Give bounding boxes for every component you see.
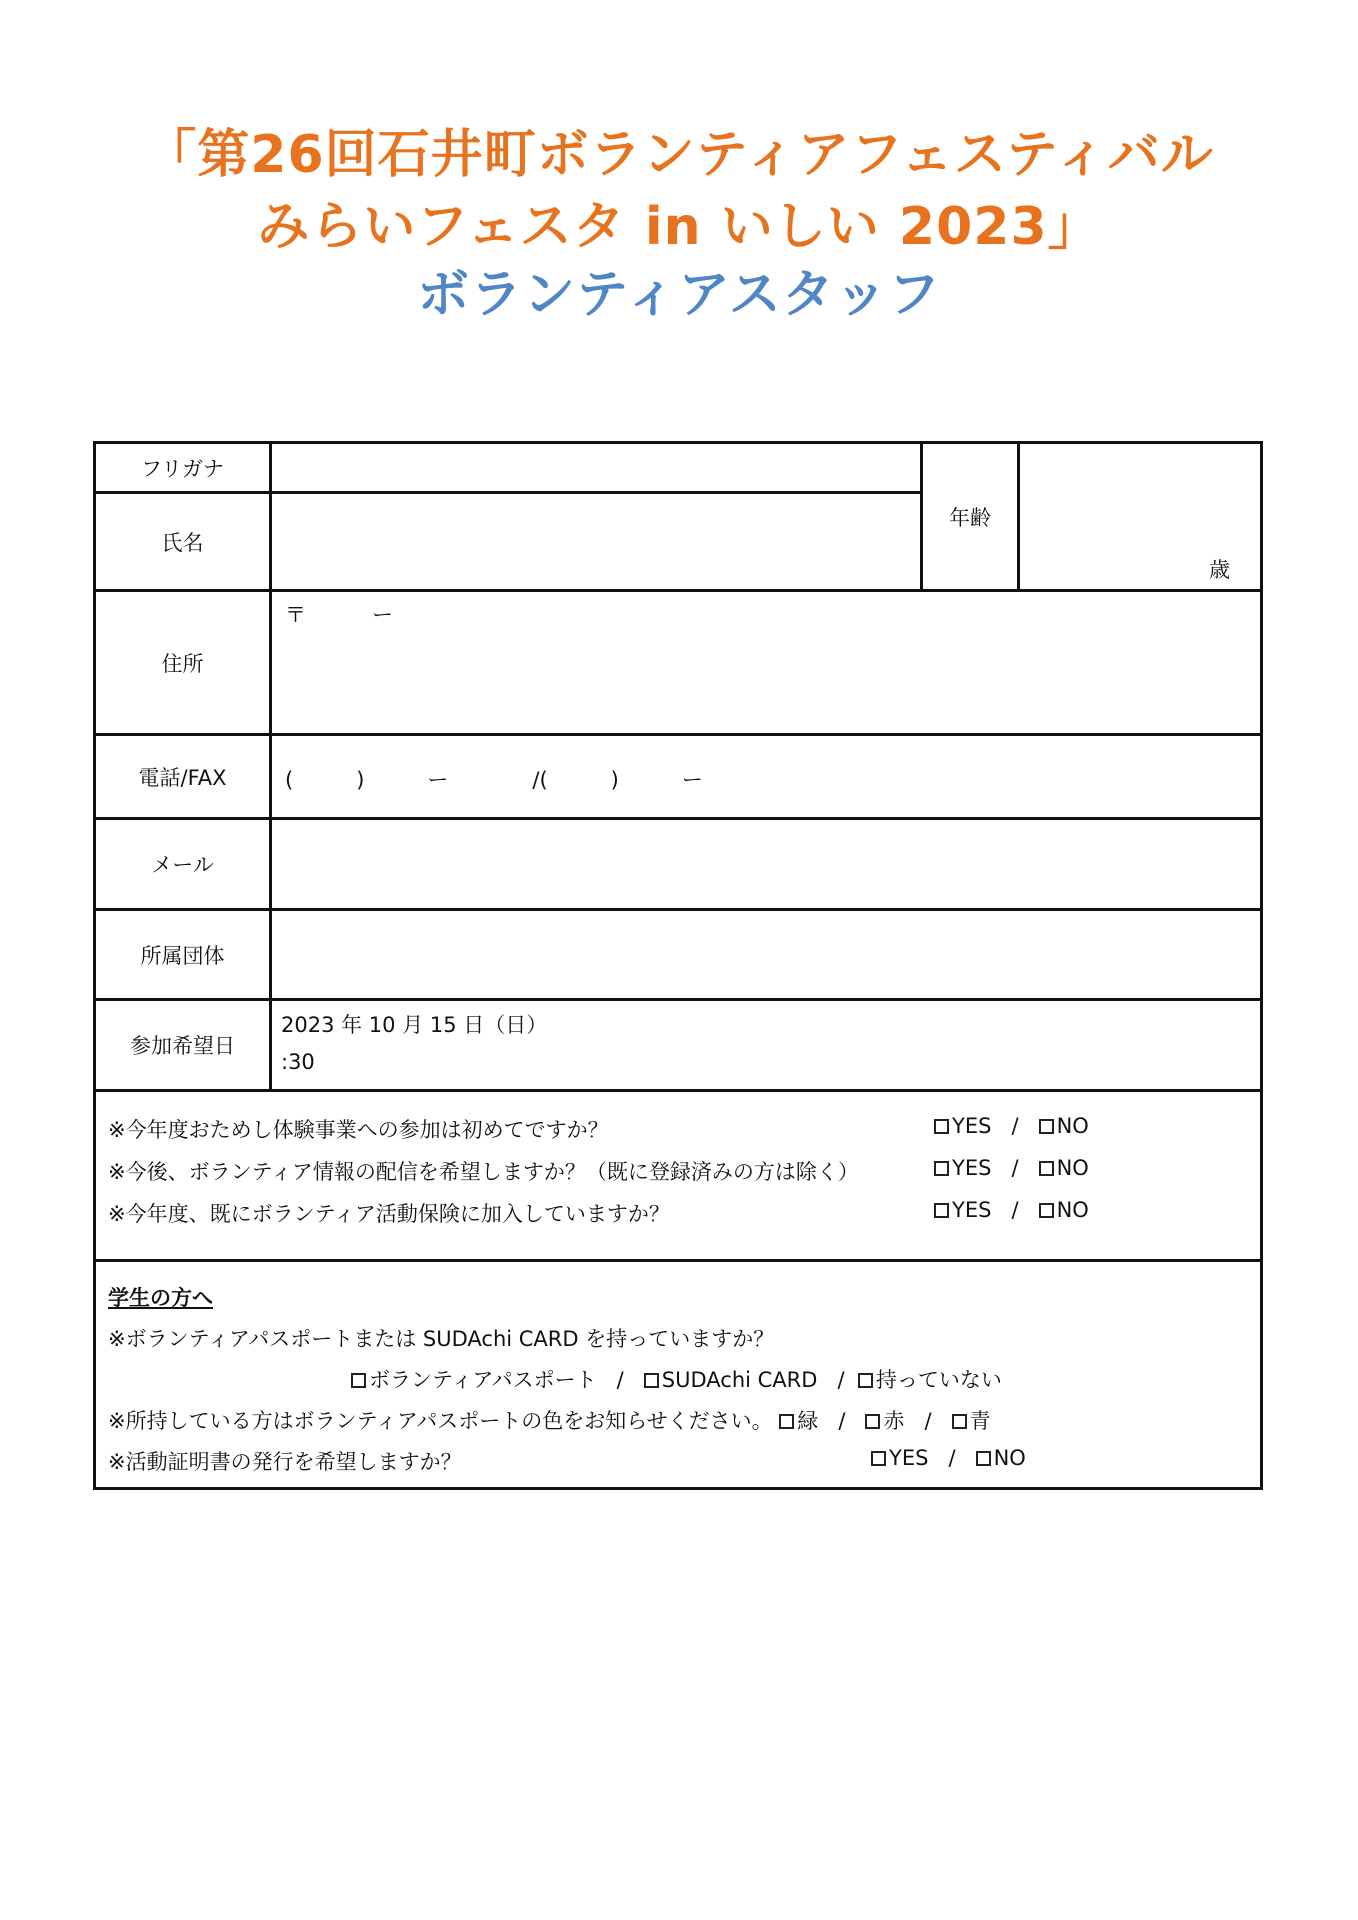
date-field[interactable]	[272, 1001, 1260, 1089]
checkbox-no[interactable]	[1039, 1119, 1054, 1134]
questions-section	[96, 1092, 1260, 1259]
checkbox-blue[interactable]	[952, 1414, 967, 1429]
checkbox-no[interactable]	[1039, 1161, 1054, 1176]
question-1-answers: YES / NO	[934, 1114, 1089, 1138]
students-heading: 学生の方へ	[108, 1286, 213, 1310]
checkbox-yes[interactable]	[871, 1451, 886, 1466]
students-question-1: ※ボランティアパスポートまたは SUDAchi CARD を持っていますか？	[108, 1327, 775, 1351]
students-question-2: ※所持している方はボランティアパスポートの色をお知らせください。 緑 / 赤 / 青	[108, 1409, 991, 1433]
checkbox-no[interactable]	[976, 1451, 991, 1466]
name-label: 氏名	[161, 530, 204, 555]
question-3-answers: YES / NO	[934, 1198, 1089, 1222]
name-field[interactable]	[272, 494, 920, 589]
checkbox-passport[interactable]	[351, 1373, 366, 1388]
address-label: 住所	[161, 651, 204, 676]
phone-field[interactable]	[272, 736, 1260, 817]
time-value: :30	[281, 1050, 315, 1074]
subtitle: ボランティアスタッフ	[417, 265, 941, 325]
date-label: 参加希望日	[130, 1034, 235, 1058]
postal-mark: 〒	[285, 603, 306, 627]
students-question-1-options: ボランティアパスポート / SUDAchi CARD / 持っていない	[351, 1364, 1002, 1394]
question-2-answers: YES / NO	[934, 1156, 1089, 1180]
checkbox-yes[interactable]	[934, 1119, 949, 1134]
students-question-3-answers: YES / NO	[871, 1446, 1026, 1470]
postal-dash: ー	[372, 603, 393, 627]
question-2: ※今後、ボランティア情報の配信を希望しますか？（既に登録済みの方は除く）	[108, 1160, 859, 1184]
title-line-1: 「第26回石井町ボランティアフェスティバル	[144, 125, 1214, 185]
question-1: ※今年度おためし体験事業への参加は初めてですか？	[108, 1118, 609, 1142]
registration-form	[93, 441, 1263, 1490]
date-value: 2023 年 10 月 15 日（日）	[281, 1013, 548, 1037]
group-field[interactable]	[272, 911, 1260, 998]
phone-template: ( ) ー /( ) ー	[285, 768, 703, 792]
checkbox-sudachi[interactable]	[644, 1373, 659, 1388]
group-label: 所属団体	[140, 943, 225, 968]
age-field[interactable]	[1020, 444, 1260, 589]
checkbox-green[interactable]	[779, 1414, 794, 1429]
age-label: 年齢	[949, 505, 991, 530]
students-question-3: ※活動証明書の発行を希望しますか？	[108, 1450, 462, 1474]
title-line-2: みらいフェスタ in いしい 2023」	[257, 197, 1101, 257]
furigana-field[interactable]	[272, 444, 920, 491]
age-unit: 歳	[1209, 558, 1230, 582]
checkbox-red[interactable]	[865, 1414, 880, 1429]
email-label: メール	[151, 853, 214, 877]
students-section	[96, 1262, 1260, 1487]
question-3: ※今年度、既にボランティア活動保険に加入していますか？	[108, 1202, 670, 1226]
email-field[interactable]	[272, 820, 1260, 908]
checkbox-none[interactable]	[858, 1373, 873, 1388]
checkbox-no[interactable]	[1039, 1203, 1054, 1218]
checkbox-yes[interactable]	[934, 1161, 949, 1176]
checkbox-yes[interactable]	[934, 1203, 949, 1218]
address-field[interactable]	[272, 592, 1260, 733]
phone-label: 電話/FAX	[138, 765, 227, 790]
furigana-label: フリガナ	[141, 456, 224, 481]
